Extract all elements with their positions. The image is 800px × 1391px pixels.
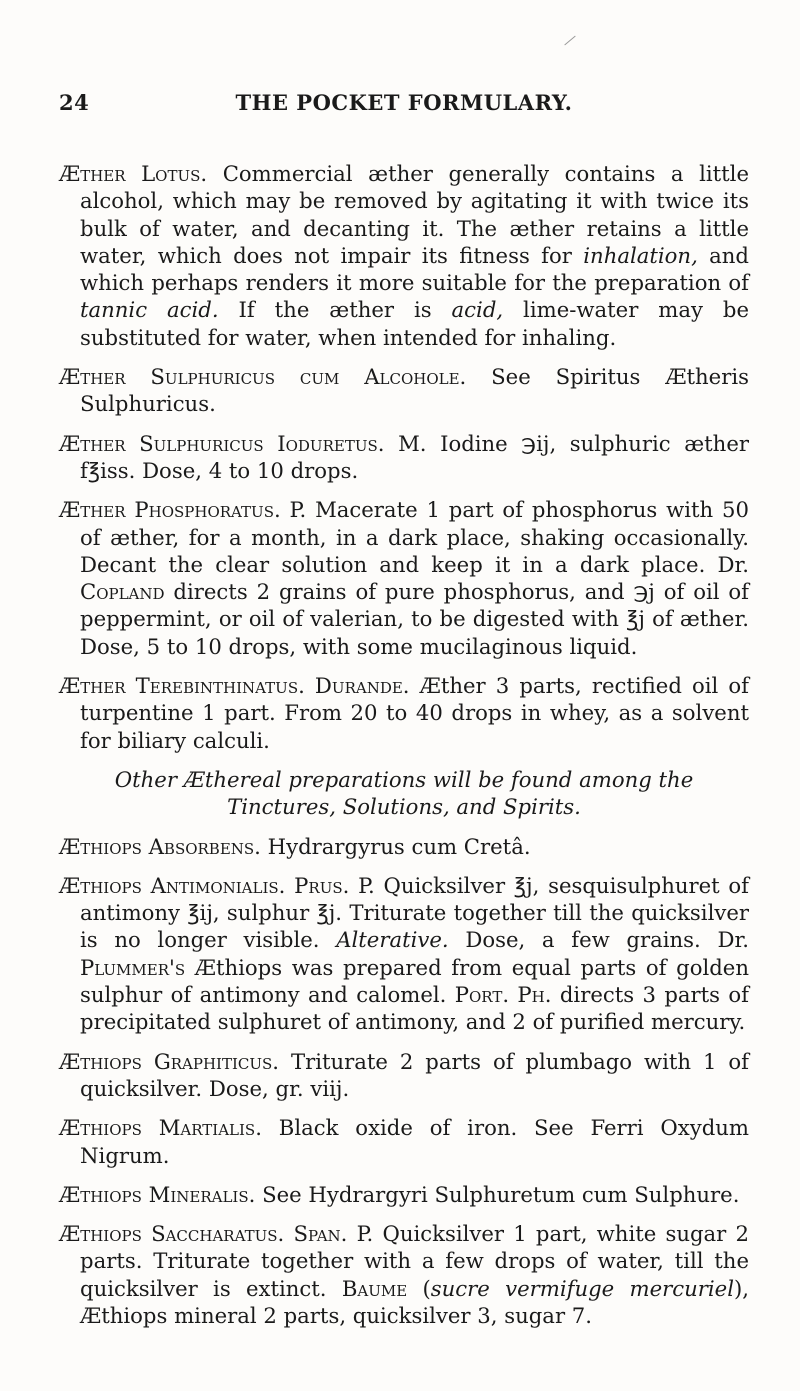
entry-aethiops-graphiticus: Æthiops Graphiticus. Triturate 2 parts of plumbago with 1 of quicksilver. Dose, gr. viij. [59,1048,749,1101]
entry-term: Æther Sulphuricus Ioduretus. [59,430,385,456]
entry-aether-sulphuricus-ioduretus: Æther Sulphuricus Ioduretus. M. Iodine ℈ij, sulphuric æther f℥iss. Dose, 4 to 10 drops. [59,430,749,483]
entry-aether-terebinthinatus: Æther Terebinthinatus. Durande. Æther 3 parts, rectified oil of turpentine 1 part. From 20 to 40 drops in whey, as a solvent for biliary calculi. [59,673,749,753]
entry-term: Æthiops Saccharatus. [59,1221,285,1247]
entry-term: Æthiops Antimonialis. [59,872,286,898]
entry-term: Æther Terebinthinatus. [59,673,305,699]
entry-term: Æther Sulphuricus cum Alcohole. [59,364,467,390]
entry-aethiops-mineralis: Æthiops Mineralis. See Hydrargyri Sulphuretum cum Sulphure. [59,1181,740,1207]
entry-aether-sulphuricus-cum-alcohole: Æther Sulphuricus cum Alcohole. See Spiritus Ætheris Sulphuricus. [59,364,749,417]
running-header [59,90,749,126]
entry-aether-phosphoratus: Æther Phosphoratus. P. Macerate 1 part of phosphorus with 50 of æther, for a month, in a dark place, shaking occasionally. Decant the clear solution and keep it in a dark place. Dr. Copland directs 2 grains of pure phosphorus, and ℈j of oil of peppermint, or oil of valerian, to be digested with ℥j of æther. Dose, 5 to 10 drops, with some mucilaginous liquid. [59,497,749,659]
pencil-mark [564,36,575,46]
page-body [59,160,749,1341]
entry-term: Æthiops Mineralis. [59,1181,256,1207]
entry-aethiops-antimonialis: Æthiops Antimonialis. Prus. P. Quicksilver ℥j, sesquisulphuret of antimony ℥ij, sulphur ℥j. Triturate together till the quicksilver is no longer visible. Alterative. Dose, a few grains. Dr. Plummer's Æthiops was prepared from equal parts of golden sulphur of antimony and calomel. Port. Ph. directs 3 parts of precipitated sulphuret of antimony, and 2 of purified mercury. [59,872,750,1035]
page-number: 24 [59,90,90,115]
cross-reference-note: Other Æthereal preparations will be found among the Tinctures, Solutions, and Spirits. [114,766,694,820]
running-title: THE POCKET FORMULARY. [235,90,573,115]
entry-term: Æthiops Absorbens. [59,833,261,859]
entry-term: Æther Lotus. [59,161,208,186]
entry-aether-lotus: Æther Lotus. Commercial æther generally contains a little alcohol, which may be removed by agitating it with twice its bulk of water, and decanting it. The æther retains a little water, which does not impair its fitness for inhalation, and which perhaps renders it more suitable for the preparation of tannic acid. If the æther is acid, lime-water may be substituted for water, when intended for inhaling. [59,161,749,350]
entry-aethiops-saccharatus: Æthiops Saccharatus. Span. P. Quicksilver 1 part, white sugar 2 parts. Triturate together with a few drops of water, till the quicksilver is extinct. Baume (sucre vermifuge mercuriel), Æthiops mineral 2 parts, quicksilver 3, sugar 7. [59,1221,749,1328]
entry-aethiops-martialis: Æthiops Martialis. Black oxide of iron. See Ferri Oxydum Nigrum. [59,1115,750,1168]
entry-aethiops-absorbens: Æthiops Absorbens. Hydrargyrus cum Cretâ. [59,833,531,859]
entry-term: Æther Phosphoratus. [59,497,281,523]
entry-term: Æthiops Martialis. [59,1115,262,1141]
entry-term: Æthiops Graphiticus. [59,1048,280,1074]
